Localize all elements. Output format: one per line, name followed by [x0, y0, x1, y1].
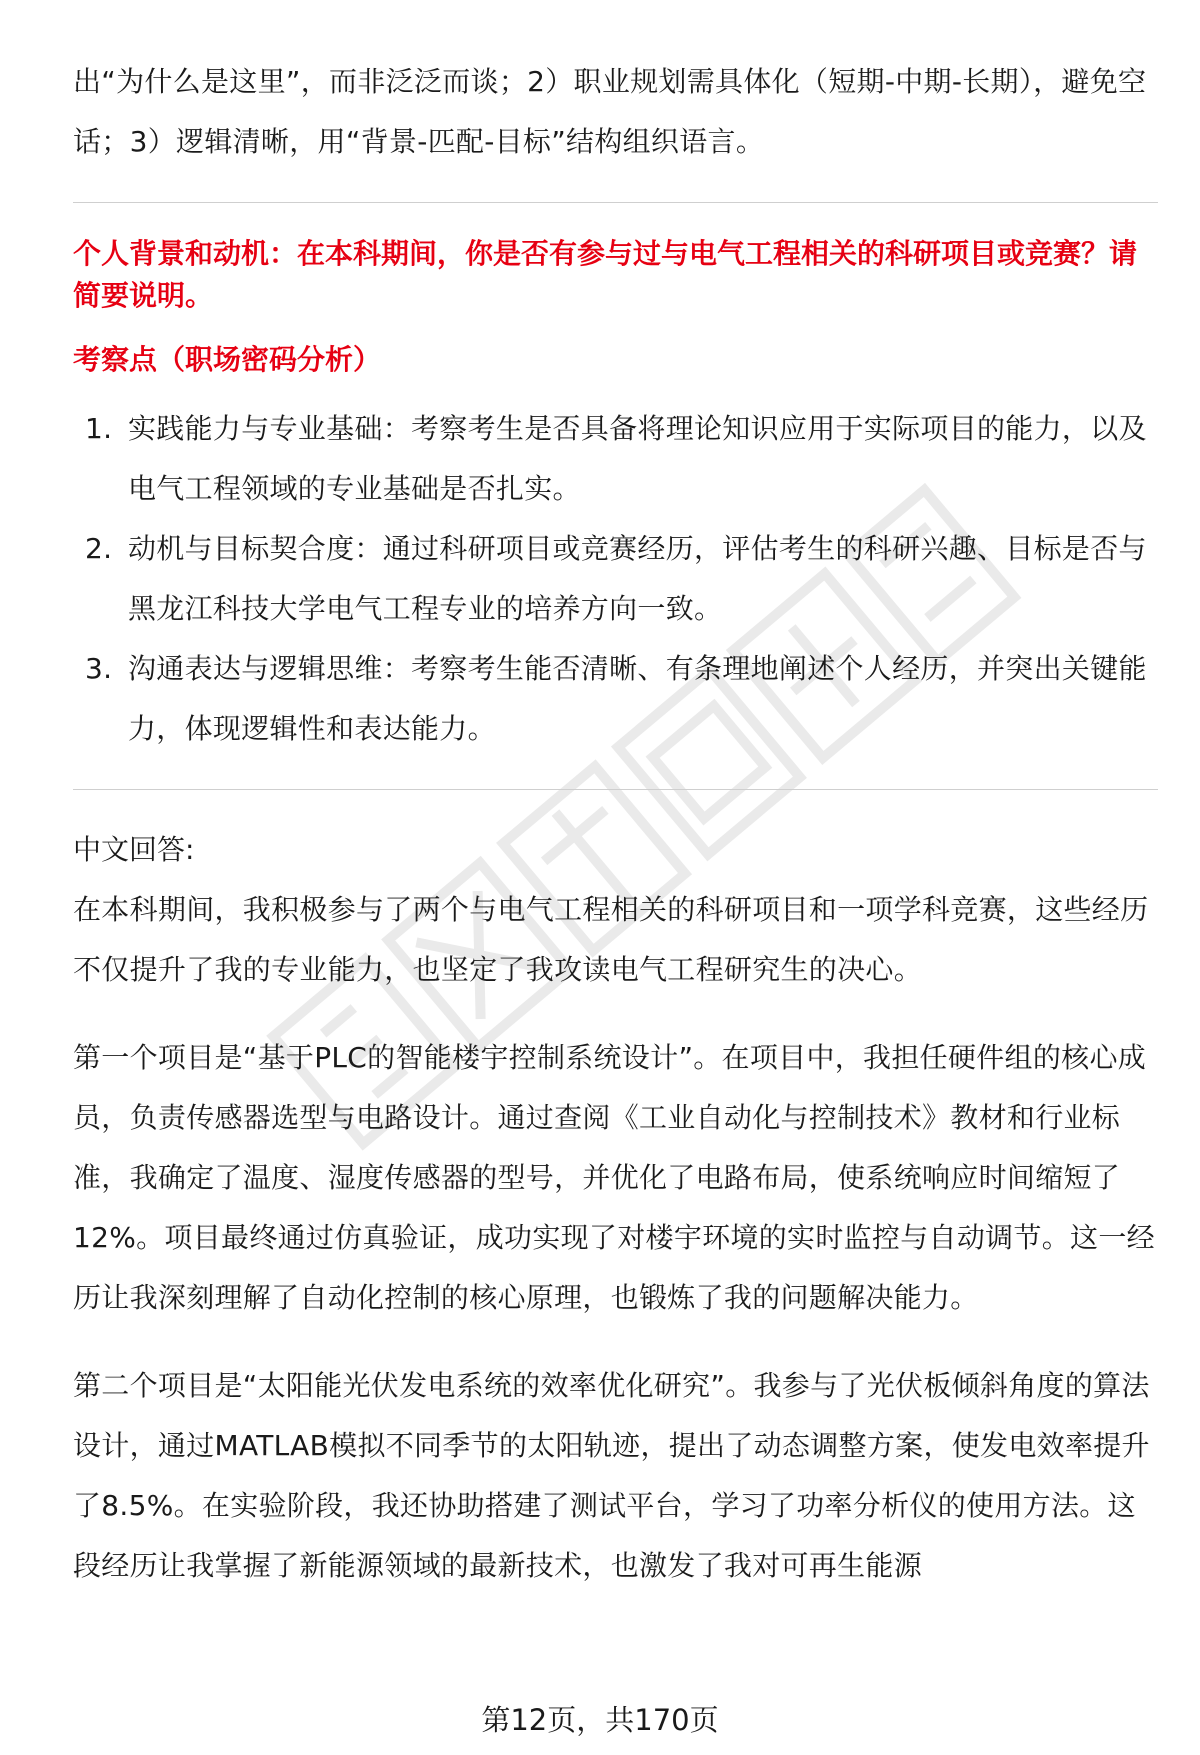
- answer-paragraph: 在本科期间，我积极参与了两个与电气工程相关的科研项目和一项学科竞赛，这些经历不仅提升了我的专业能力，也坚定了我攻读电气工程研究生的决心。: [73, 893, 1149, 986]
- answer-paragraph: 第二个项目是“太阳能光伏发电系统的效率优化研究”。我参与了光伏板倾斜角度的算法设计，通过MATLAB模拟不同季节的太阳轨迹，提出了动态调整方案，使发电效率提升了8.5%。在实验阶段，我还协助搭建了测试平台，学习了功率分析仪的使用方法。这段经历让我掌握了新能源领域的最新技术，也激发了我对可再生能源: [73, 1369, 1150, 1582]
- paragraph-gap: [73, 1000, 1158, 1028]
- list-item-text: 沟通表达与逻辑思维：考察考生能否清晰、有条理地阐述个人经历，并突出关键能力，体现逻辑性和表达能力。: [128, 652, 1147, 745]
- list-number: 3.: [85, 652, 113, 685]
- list-item: [73, 639, 1158, 759]
- intro-paragraph: 出“为什么是这里”，而非泛泛而谈；2）职业规划需具体化（短期-中期-长期），避免空话；3）逻辑清晰，用“背景-匹配-目标”结构组织语言。: [73, 65, 1147, 158]
- answer-paragraph: 第一个项目是“基于PLC的智能楼宇控制系统设计”。在项目中，我担任硬件组的核心成员，负责传感器选型与电路设计。通过查阅《工业自动化与控制技术》教材和行业标准，我确定了温度、湿度传感器的型号，并优化了电路布局，使系统响应时间缩短了12%。项目最终通过仿真验证，成功实现了对楼宇环境的实时监控与自动调节。这一经历让我深刻理解了自动化控制的核心原理，也锻炼了我的问题解决能力。: [73, 1041, 1155, 1314]
- divider: [73, 202, 1158, 203]
- question-heading: 个人背景和动机：在本科期间，你是否有参与过与电气工程相关的科研项目或竞赛？请简要说明。: [73, 237, 1138, 312]
- list-item-text: 动机与目标契合度：通过科研项目或竞赛经历，评估考生的科研兴趣、目标是否与黑龙江科技大学电气工程专业的培养方向一致。: [128, 532, 1147, 625]
- list-item-text: 实践能力与专业基础：考察考生是否具备将理论知识应用于实际项目的能力，以及电气工程领域的专业基础是否扎实。: [128, 412, 1147, 505]
- divider: [73, 789, 1158, 790]
- list-item: [73, 519, 1158, 639]
- watermark-text: 职场密码出品: [610, 812, 670, 823]
- exam-points-list: [73, 399, 1158, 759]
- list-item: [73, 399, 1158, 519]
- list-number: 2.: [85, 532, 113, 565]
- exam-points-heading: 考察点（职场密码分析）: [73, 343, 382, 376]
- page-footer: 第12页，共170页: [481, 1703, 719, 1737]
- list-number: 1.: [85, 412, 113, 445]
- paragraph-gap: [73, 1328, 1158, 1356]
- page-content: [73, 52, 1158, 1596]
- answer-label: 中文回答:: [73, 833, 195, 866]
